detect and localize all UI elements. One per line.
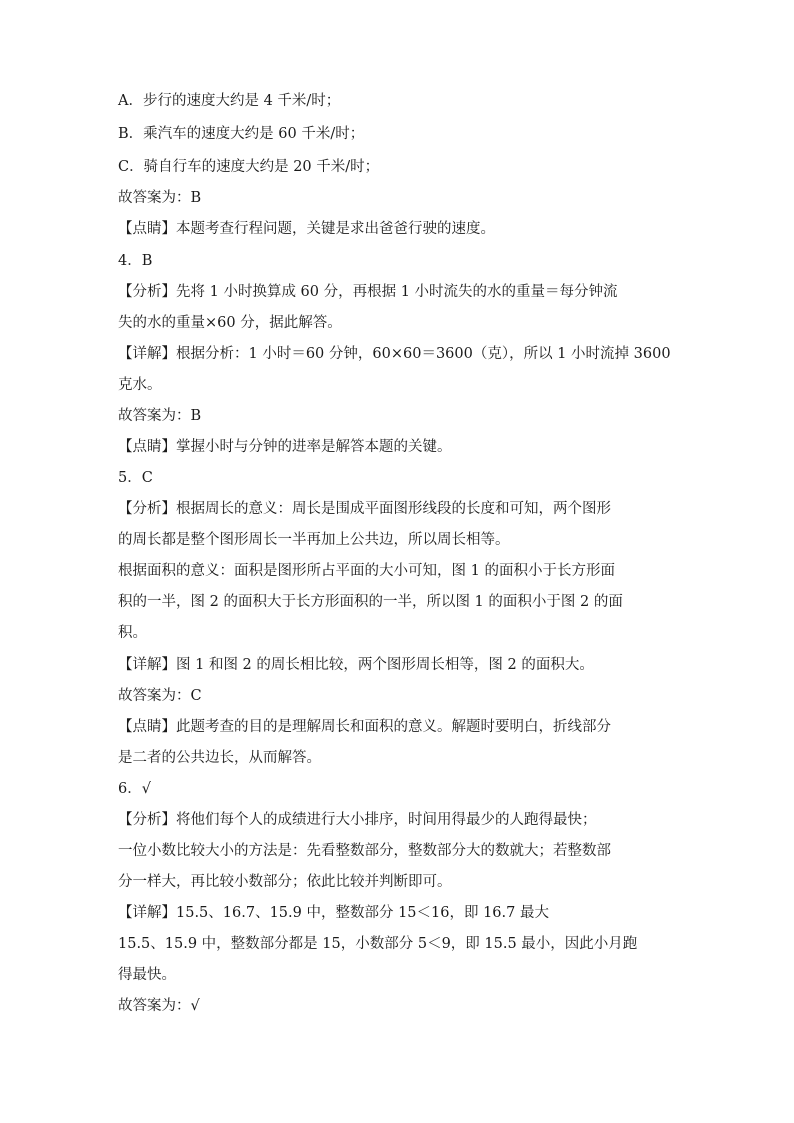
solution-line: 【详解】根据分析：1 小时＝60 分钟，60×60＝3600（克），所以 1 小时流掉 3600	[118, 346, 671, 362]
analysis-line: 分一样大，再比较小数部分；依此比较并判断即可。	[118, 874, 452, 890]
comment-line: 【点睛】掌握小时与分钟的进率是解答本题的关键。	[118, 439, 452, 455]
analysis-line: 【分析】将他们每个人的成绩进行大小排序，时间用得最少的人跑得最快；	[118, 812, 597, 828]
analysis-line: 根据面积的意义：面积是图形所占平面的大小可知，图 1 的面积小于长方形面	[118, 563, 615, 579]
comment-line: 是二者的公共边长，从而解答。	[118, 750, 321, 766]
solution-line: 【详解】15.5、16.7、15.9 中，整数部分 15＜16，即 16.7 最大	[118, 905, 549, 921]
answer-line: 故答案为：B	[118, 190, 202, 206]
question-number-6: 6．√	[118, 781, 151, 797]
analysis-line: 【分析】根据周长的意义：周长是围成平面图形线段的长度和可知，两个图形	[118, 501, 611, 517]
question-number-4: 4．B	[118, 253, 153, 269]
comment-line: 【点睛】此题考查的目的是理解周长和面积的意义。解题时要明白，折线部分	[118, 719, 611, 735]
solution-line: 得最快。	[118, 967, 176, 983]
analysis-line: 积。	[118, 625, 147, 641]
analysis-line: 一位小数比较大小的方法是：先看整数部分，整数部分大的数就大；若整数部	[118, 843, 611, 859]
option-c-line: C．骑自行车的速度大约是 20 千米/时；	[118, 159, 380, 175]
solution-line: 克水。	[118, 377, 162, 393]
option-a-line: A．步行的速度大约是 4 千米/时；	[118, 93, 341, 109]
answer-line: 故答案为：√	[118, 998, 200, 1014]
analysis-line: 【分析】先将 1 小时换算成 60 分，再根据 1 小时流失的水的重量＝每分钟流	[118, 284, 618, 300]
analysis-line: 失的水的重量×60 分，据此解答。	[118, 315, 342, 331]
answer-line: 故答案为：C	[118, 688, 202, 704]
comment-line: 【点睛】本题考查行程问题，关键是求出爸爸行驶的速度。	[118, 221, 495, 237]
solution-line: 15.5、15.9 中，整数部分都是 15，小数部分 5＜9，即 15.5 最小，因此小月跑	[118, 936, 638, 952]
analysis-line: 积的一半，图 2 的面积大于长方形面积的一半，所以图 1 的面积小于图 2 的面	[118, 594, 623, 610]
option-b-line: B．乘汽车的速度大约是 60 千米/时；	[118, 126, 365, 142]
solution-line: 【详解】图 1 和图 2 的周长相比较，两个图形周长相等，图 2 的面积大。	[118, 657, 594, 673]
analysis-line: 的周长都是整个图形周长一半再加上公共边，所以周长相等。	[118, 532, 510, 548]
answer-line: 故答案为：B	[118, 408, 202, 424]
question-number-5: 5．C	[118, 470, 153, 486]
